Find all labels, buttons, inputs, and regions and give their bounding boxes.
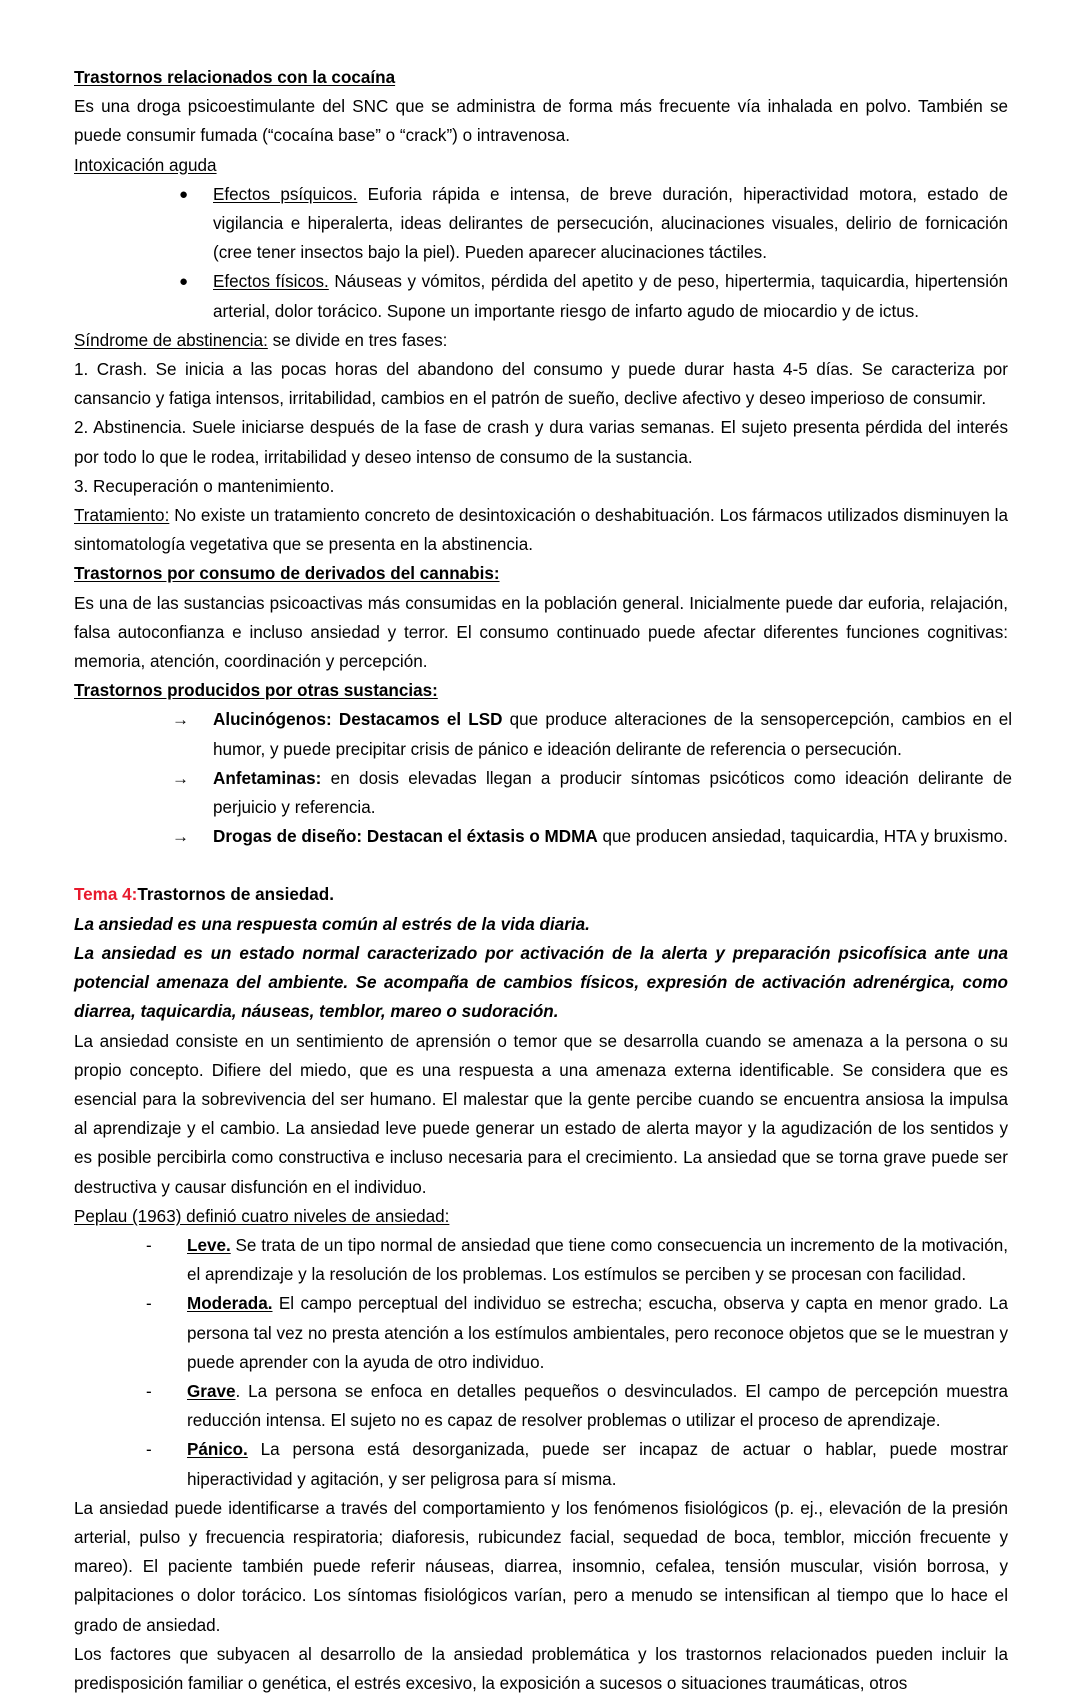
- list-intoxicacion-efectos: [74, 180, 1008, 326]
- list-item-lead: Moderada.: [187, 1294, 273, 1314]
- heading-peplau: Peplau (1963) definió cuatro niveles de ansiedad:: [74, 1206, 450, 1226]
- list-item: [120, 1289, 1008, 1377]
- list-item: [146, 764, 1012, 822]
- list-item-body: [187, 1289, 1008, 1377]
- section-spacer: [74, 851, 1008, 880]
- paragraph-cannabis-body: Es una de las sustancias psicoactivas más consumidas en la población general. Inicialmente puede dar euforia, relajación, falsa autoconfianza e incluso ansiedad y terror. El consumo continuado puede afectar diferentes funciones cognitivas: memoria, atención, coordinación y percepción.: [74, 593, 1008, 672]
- list-item-lead: Efectos físicos.: [213, 272, 329, 292]
- dash-icon: -: [146, 1440, 152, 1460]
- list-item-body: [187, 1377, 1008, 1435]
- document-body: [74, 63, 1012, 1698]
- subheading-intoxicacion-aguda: Intoxicación aguda: [74, 155, 217, 175]
- list-item-text: en dosis elevadas llegan a producir síntomas psicóticos como ideación delirante de perjuicio y referencia.: [213, 768, 1012, 818]
- list-item-lead: Drogas de diseño: Destacan el éxtasis o MDMA: [213, 827, 598, 847]
- list-item-body: [213, 267, 1008, 325]
- list-item-text: que produce alteraciones de la sensopercepción, cambios en el humor, y puede precipitar crisis de pánico e ideación delirante de referencia o persecución.: [213, 710, 1012, 759]
- list-item: [146, 267, 1008, 325]
- arrow-right-icon: →: [172, 827, 189, 847]
- dash-icon: -: [146, 1235, 152, 1255]
- list-item-body: [187, 1231, 1008, 1289]
- paragraph-fase-recuperacion: 3. Recuperación o mantenimiento.: [74, 476, 335, 496]
- paragraph-ansiedad-body: La ansiedad consiste en un sentimiento de aprensión o temor que se desarrolla cuando se amenaza a la persona o su propio concepto. Difiere del miedo, que es una respuesta a una amenaza externa identificable. Se considera que es esencial para la sobrevivencia del ser humano. El malestar que la gente percibe cuando se encuentra ansiosa la impulsa al aprendizaje y el cambio. La ansiedad leve puede generar un estado de alerta mayor y la agudización de los sentidos y es posible percibirla como constructiva e incluso necesaria para el crecimiento. La ansiedad que se torna grave puede ser destructiva y causar disfunción en el individuo.: [74, 1031, 1008, 1197]
- paragraph-fase-crash: 1. Crash. Se inicia a las pocas horas del abandono del consumo y puede durar hasta 4-5 días. Se caracteriza por cansancio y fatiga intensos, irritabilidad, cambios en el patrón de sueño, declive afectivo y deseo imperioso de consumir.: [74, 360, 1008, 409]
- heading-tema-4: [74, 880, 1008, 909]
- paragraph-ansiedad-italic-2: La ansiedad es un estado normal caracterizado por activación de la alerta y preparación psicofísica ante una potencial amenaza del ambiente. Se acompaña de cambios físicos, expresión de activación adrenérgica, como diarrea, taquicardia, náuseas, temblor, mareo o sudoración.: [74, 943, 1008, 1022]
- list-item-body: [213, 705, 1012, 763]
- paragraph-ansiedad-italic-1: La ansiedad es una respuesta común al estrés de la vida diaria.: [74, 914, 590, 934]
- list-item-text: Euforia rápida e intensa, de breve duración, hiperactividad motora, estado de vigilancia e hiperalerta, ideas delirantes de persecución, alucinaciones visuales, delirio de fornicación (cree tener insectos bajo la piel). Pueden aparecer alucinaciones táctiles.: [213, 184, 1008, 263]
- heading-cocaina: Trastornos relacionados con la cocaína: [74, 68, 396, 87]
- list-item-lead: Efectos psíquicos.: [213, 184, 358, 204]
- list-item-text: que producen ansiedad, taquicardia, HTA y bruxismo.: [597, 827, 1008, 847]
- list-item-body: [213, 764, 1012, 822]
- list-item-text: El campo perceptual del individuo se estrecha; escucha, observa y capta en menor grado. La persona tal vez no presta atención a los estímulos ambientales, pero reconoce objetos que se le muestran y puede aprender con la ayuda de otro individuo.: [187, 1294, 1008, 1372]
- paragraph-ansiedad-factores: Los factores que subyacen al desarrollo de la ansiedad problemática y los trastornos relacionados pueden incluir la predisposición familiar o genética, el estrés excesivo, la exposición a sucesos o situaciones traumáticas, otros: [74, 1644, 1008, 1693]
- subheading-sindrome-abstinencia: Síndrome de abstinencia: se divide en tres fases:: [74, 330, 448, 350]
- list-item: [146, 180, 1008, 268]
- heading-cannabis: Trastornos por consumo de derivados del cannabis:: [74, 564, 500, 584]
- list-item: [120, 1435, 1008, 1493]
- list-item-body: [213, 822, 1012, 851]
- arrow-right-icon: →: [172, 768, 189, 788]
- list-item-body: [213, 180, 1008, 268]
- tema-label: Tema 4:: [74, 885, 138, 905]
- list-item-text: Náuseas y vómitos, pérdida del apetito y de peso, hipertermia, taquicardia, hipertensión arterial, dolor torácico. Supone un importante riesgo de infarto agudo de miocardio y de ictus.: [213, 272, 1009, 321]
- list-item-lead: Alucinógenos: Destacamos el LSD: [213, 710, 503, 730]
- list-item-text: La persona está desorganizada, puede ser incapaz de actuar o hablar, puede mostrar hiperactividad y agitación, y ser peligrosa para sí misma.: [187, 1440, 1008, 1489]
- list-item-lead: Pánico.: [187, 1440, 248, 1460]
- list-item-body: [187, 1435, 1008, 1493]
- list-niveles-ansiedad: [74, 1231, 1008, 1494]
- list-item-lead: Grave: [187, 1381, 236, 1401]
- paragraph-fase-abstinencia: 2. Abstinencia. Suele iniciarse después de la fase de crash y dura varias semanas. El sujeto presenta pérdida del interés por todo lo que le rodea, irritabilidad y deseo intenso de consumo de la sustancia.: [74, 418, 1008, 467]
- list-item: [146, 822, 1012, 851]
- list-item-text: . La persona se enfoca en detalles pequeños o desvinculados. El campo de percepción muestra reducción intensa. El sujeto no es capaz de resolver problemas o utilizar el proceso de aprendizaje.: [187, 1381, 1008, 1431]
- list-item-lead: Anfetaminas:: [213, 768, 322, 788]
- list-item: [120, 1377, 1008, 1435]
- list-item-text: Se trata de un tipo normal de ansiedad que tiene como consecuencia un incremento de la motivación, el aprendizaje y la resolución de los problemas. Los estímulos se perciben y se procesan con facilidad.: [187, 1235, 1008, 1285]
- paragraph-ansiedad-fisiologia: La ansiedad puede identificarse a través del comportamiento y los fenómenos fisiológicos (p. ej., elevación de la presión arterial, pulso y frecuencia respiratoria; diaforesis, rubicundez facial, sequedad de boca, temblor, micción frecuente y mareo). El paciente también puede referir náuseas, diarrea, insomnio, cefalea, tensión muscular, visión borrosa, y palpitaciones o dolor torácico. Los síntomas fisiológicos varían, pero a menudo se intensifican al tiempo que lo hace el grado de ansiedad.: [74, 1498, 1008, 1635]
- list-item-lead: Leve.: [187, 1235, 231, 1255]
- list-item: [146, 705, 1012, 763]
- bullet-icon: ●: [179, 273, 189, 291]
- dash-icon: -: [146, 1294, 152, 1314]
- tema-title: Trastornos de ansiedad.: [137, 885, 334, 905]
- paragraph-tratamiento: Tratamiento: No existe un tratamiento concreto de desintoxicación o deshabituación. Los fármacos utilizados disminuyen la sintomatología vegetativa que se presenta en la abstinencia.: [74, 506, 1008, 555]
- paragraph-cocaina-intro: Es una droga psicoestimulante del SNC que se administra de forma más frecuente vía inhalada en polvo. También se puede consumir fumada (“cocaína base” o “crack”) o intravenosa.: [74, 97, 1008, 146]
- list-item: [120, 1231, 1008, 1289]
- heading-otras-sustancias: Trastornos producidos por otras sustancias:: [74, 681, 438, 701]
- list-otras-sustancias: [74, 705, 1012, 851]
- bullet-icon: ●: [179, 185, 189, 203]
- dash-icon: -: [146, 1381, 152, 1401]
- arrow-right-icon: →: [172, 710, 189, 730]
